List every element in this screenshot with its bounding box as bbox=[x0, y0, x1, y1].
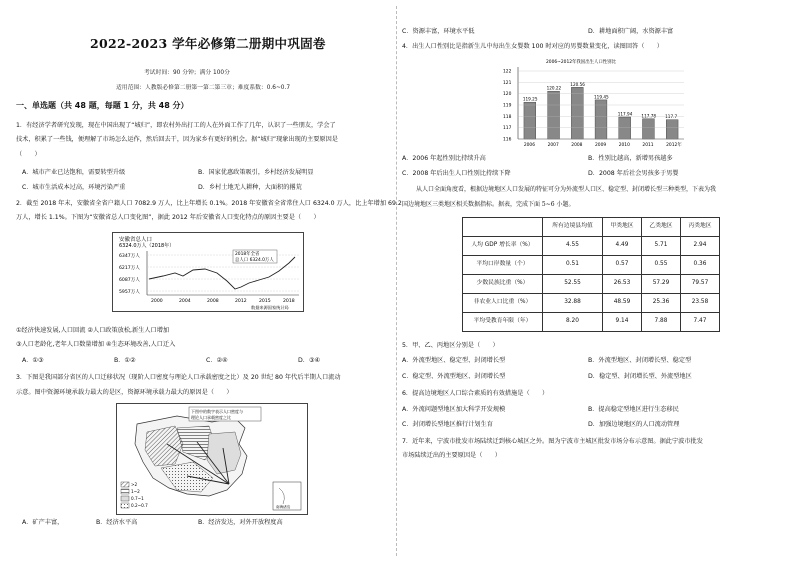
x-tick-group bbox=[524, 141, 682, 148]
table-header-cell: 甲类地区 bbox=[603, 218, 642, 237]
q3-option-a[interactable]: A．矿产丰富， bbox=[22, 519, 64, 526]
q4-option-d[interactable]: D．2008 年后社会男孩多于男婴 bbox=[588, 170, 679, 177]
q2-option-a[interactable]: A．①③ bbox=[22, 357, 44, 364]
table-cell: 2.94 bbox=[681, 237, 720, 256]
x-tick-label: 2006 bbox=[523, 143, 536, 148]
migration-map-svg bbox=[117, 404, 307, 514]
table-row bbox=[463, 256, 720, 275]
x-tick-label: 2010 bbox=[618, 143, 630, 148]
y-tick-label: 121 bbox=[503, 80, 512, 86]
y-tick-label: 117 bbox=[503, 126, 512, 132]
bar-value-label: 119.25 bbox=[522, 96, 538, 102]
q2-statements-line1: ①经济快速发展,人口回流 ②人口政策放松,新生人口增加 bbox=[16, 327, 170, 334]
table-cell: 4.49 bbox=[603, 237, 642, 256]
table-cell: 52.55 bbox=[543, 275, 603, 294]
map-note-line2: 理论人口承载密度之比 bbox=[191, 415, 231, 420]
sex-ratio-svg bbox=[500, 57, 688, 149]
bar-2006 bbox=[524, 102, 536, 139]
q5-option-a[interactable]: A．外流型地区、稳定型、封闭增长型 bbox=[402, 357, 506, 364]
table-cell: 非农业人口比重（%） bbox=[463, 294, 543, 313]
chart-callout-line2: 总人口 6324.0万人 bbox=[235, 258, 274, 263]
q2-option-c[interactable]: C．②④ bbox=[206, 357, 228, 364]
table-cell: 0.36 bbox=[681, 256, 720, 275]
q4-option-a[interactable]: A．2006 年起性别比持续升高 bbox=[402, 155, 486, 162]
table-cell: 4.55 bbox=[543, 237, 603, 256]
bar-2007 bbox=[548, 91, 560, 139]
table-cell: 26.53 bbox=[603, 275, 642, 294]
table-header-cell: 所有边境县均值 bbox=[543, 218, 603, 237]
right-column bbox=[402, 0, 782, 562]
y-tick: 6087万人 bbox=[119, 278, 140, 283]
table-cell: 25.36 bbox=[642, 294, 681, 313]
table-cell: 7.47 bbox=[681, 313, 720, 332]
anhui-population-svg bbox=[113, 233, 303, 311]
table-cell: 7.88 bbox=[642, 313, 681, 332]
table-cell: 57.29 bbox=[642, 275, 681, 294]
table-header-cell: 乙类地区 bbox=[642, 218, 681, 237]
chart-source: 数据来源国家统计局 bbox=[251, 305, 289, 310]
bar-value-label: 119.45 bbox=[594, 94, 609, 100]
chart-title: 安徽省总人口 bbox=[119, 237, 153, 243]
column-divider bbox=[396, 6, 397, 556]
table-cell: 少数民族比重（%） bbox=[463, 275, 543, 294]
y-tick: 6217万人 bbox=[119, 266, 140, 271]
q7-line1: 7．近年来，宁波市批发市场陆续迁到核心城区之外。图为宁波市主城区批发市场分布示意图。据此宁波市批发 bbox=[402, 438, 703, 445]
table-cell: 5.71 bbox=[642, 237, 681, 256]
x-tick: 2012 bbox=[235, 299, 247, 304]
q3-option-d[interactable]: D．耕地面积广阔，水资源丰富 bbox=[588, 28, 674, 35]
q1-option-c[interactable]: C．城市生活成本过高，环境污染严重 bbox=[22, 184, 126, 191]
y-tick-label: 118 bbox=[503, 114, 512, 120]
q3-option-a-tail: B．经济水平高 bbox=[96, 519, 138, 526]
q1-option-d[interactable]: D．乡村土地无人耕种，大面积的撂荒 bbox=[198, 184, 302, 191]
table-cell: 9.14 bbox=[603, 313, 642, 332]
q3-line2: 示意。图中资源环境承载力最大的是区，资源环境承载力最大的原因是（ ） bbox=[16, 389, 233, 396]
q2-option-d[interactable]: D．③④ bbox=[298, 357, 321, 364]
bar-value-label: 120.22 bbox=[546, 85, 562, 91]
legend-label: 0.7~1 bbox=[131, 496, 144, 501]
table-cell: 0.55 bbox=[642, 256, 681, 275]
q1-line1: 1．有经济学者研究发现，现在中国出现了“城归”，即农村外出打工的人在外面工作了几年，认识了一些朋友，学会了 bbox=[16, 122, 336, 129]
intro-line1: 从人口全面角度看，根据边境地区人口发展的特征可分为外流型人口区、稳定型、封闭增长型三种类型，下表为我 bbox=[416, 186, 717, 193]
x-tick: 2015 bbox=[259, 299, 271, 304]
bar-2012年 bbox=[666, 120, 678, 139]
bar-2008 bbox=[571, 87, 583, 139]
table-cell: 0.57 bbox=[603, 256, 642, 275]
q6-option-a[interactable]: A．外流问题型地区加大科学开发规模 bbox=[402, 406, 506, 413]
q6-option-d[interactable]: D．加强边境地区的人口流动管理 bbox=[588, 421, 680, 428]
table-cell: 8.20 bbox=[543, 313, 603, 332]
border-region-table bbox=[462, 217, 720, 332]
q5-option-c[interactable]: C．稳定型、外流型地区、封闭增长型 bbox=[402, 373, 506, 380]
sex-ratio-chart bbox=[500, 57, 688, 149]
bar-2009 bbox=[595, 100, 607, 139]
q3-line1: 3．下图是我国部分省区的人口迁移状况（现阶人口密度与理论人口承载密度之比）及 20 世纪 80 年代后半期人口流动 bbox=[16, 374, 341, 381]
q3-option-c[interactable]: C．资源丰富，环境水平低 bbox=[402, 28, 475, 35]
q1-line2: 技术，积累了一些钱，便理解了市场怎么运作，然后回去干，因为家乡有更好的机会。据“城归”现象出现的主要原因是 bbox=[16, 136, 338, 143]
table-cell: 32.88 bbox=[543, 294, 603, 313]
left-column bbox=[16, 0, 402, 562]
exam-title: 2022-2023 学年必修第二册期中巩固卷 bbox=[90, 36, 326, 51]
x-tick: 2008 bbox=[207, 299, 219, 304]
q2-line1: 2．截至 2018 年末，安徽省全省户籍人口 7082.9 万人，比上年增长 0.1%。2018 年安徽省全省常住人口 6324.0 万人，比上年增加 69.2 bbox=[16, 200, 402, 207]
legend-label: 0.2~0.7 bbox=[131, 503, 148, 508]
x-tick: 2018 bbox=[283, 299, 295, 304]
y-tick: 5957万人 bbox=[119, 290, 140, 295]
y-tick-label: 119 bbox=[503, 103, 512, 109]
q1-option-a[interactable]: A．城市产业已达饱和，需要转型升级 bbox=[22, 169, 126, 176]
chart-title: 2006~2012年我国出生人口性别比 bbox=[546, 60, 616, 65]
q6-line1: 6．提高边境地区人口综合素质的有效措施是（ ） bbox=[402, 390, 549, 397]
table-cell: 人均 GDP 增长率（%） bbox=[463, 237, 543, 256]
q5-line1: 5．甲、乙、丙地区分别是（ ） bbox=[402, 342, 499, 349]
q4-line1: 4．出生人口性别比是指新生儿中每出生女婴数 100 时对应的男婴数量变化，读图回答（ ） bbox=[402, 43, 663, 50]
legend-swatch bbox=[121, 496, 129, 501]
x-tick: 2000 bbox=[151, 299, 163, 304]
q1-line3: （ ） bbox=[16, 151, 41, 158]
q6-option-b[interactable]: B．提高稳定型地区进行生态移民 bbox=[588, 406, 679, 413]
legend-label: 1~2 bbox=[131, 489, 140, 494]
x-tick-label: 2007 bbox=[547, 143, 559, 148]
x-tick-label: 2012年 bbox=[666, 143, 682, 148]
bar-2010 bbox=[619, 117, 631, 139]
table-cell: 平均受教育年限（年） bbox=[463, 313, 543, 332]
table-row bbox=[463, 313, 720, 332]
x-tick: 2004 bbox=[179, 299, 191, 304]
q5-option-b[interactable]: B．外流型地区、封闭增长型、稳定型 bbox=[588, 357, 692, 364]
inset-caption: 南海诸岛 bbox=[276, 505, 291, 509]
y-tick-label: 120 bbox=[503, 92, 512, 98]
table-cell: 48.59 bbox=[603, 294, 642, 313]
legend-label: >2 bbox=[131, 482, 138, 487]
table-header-row bbox=[463, 218, 720, 237]
y-tick: 6347万人 bbox=[119, 254, 140, 259]
q7-line2: 市场陆续迁出的主要原因是（ ） bbox=[402, 452, 501, 459]
table-cell: 23.58 bbox=[681, 294, 720, 313]
q6-option-c[interactable]: C．封闭增长型地区推行计划生育 bbox=[402, 421, 493, 428]
table-header-cell: 丙类地区 bbox=[681, 218, 720, 237]
table-cell: 79.57 bbox=[681, 275, 720, 294]
table-cell: 0.51 bbox=[543, 256, 603, 275]
exam-info: 考试时间：90 分钟；满分 100分 bbox=[144, 70, 230, 76]
q1-option-b[interactable]: B．国家优惠政策吸引，乡村经济发展明显 bbox=[198, 169, 314, 176]
q2-line2: 万人，增长 1.1%。下图为“安徽省总人口变化图”，据此 2012 年后安徽省人口变化特点的原因主要是（ ） bbox=[16, 214, 320, 221]
table-row bbox=[463, 237, 720, 256]
intro-line2: 国边境地区三类地区相关数据指标。据表，完成下面 5~6 小题。 bbox=[402, 201, 575, 208]
legend-swatch bbox=[121, 503, 129, 508]
x-tick-label: 2009 bbox=[595, 143, 607, 148]
legend-swatch bbox=[121, 489, 129, 494]
legend-swatch bbox=[121, 482, 129, 487]
map-note-line1: 下图中的数字表示人口密度与 bbox=[191, 409, 243, 414]
anhui-population-chart bbox=[112, 232, 304, 312]
section1-heading: 一、单选题（共 48 题，每题 1 分，共 48 分） bbox=[16, 101, 189, 110]
q2-statements-line2: ③人口老龄化,老年人口数量增加 ④生态环境改善,人口迁入 bbox=[16, 341, 176, 348]
q3-option-b[interactable]: B．经济发达，对外开放程度高 bbox=[198, 519, 283, 526]
exam-scope: 适用范围：人教版必修第二册第一第二第三章；难度系数：0.6~0.7 bbox=[116, 85, 291, 91]
migration-map bbox=[116, 403, 308, 515]
bar-value-label: 117.7 bbox=[665, 114, 678, 120]
q2-option-b[interactable]: B．①② bbox=[114, 357, 136, 364]
x-tick-label: 2008 bbox=[571, 143, 583, 148]
q4-option-b[interactable]: B．性别比越高，新增男孩越多 bbox=[588, 155, 673, 162]
bar-value-label: 117.94 bbox=[617, 111, 633, 117]
q4-option-c[interactable]: C．2008 年后出生人口性别比持续下降 bbox=[402, 170, 511, 177]
table-row bbox=[463, 294, 720, 313]
chart-subtitle: 6324.0万人（2018年） bbox=[119, 243, 175, 249]
bar-value-label: 117.78 bbox=[641, 113, 657, 119]
table-cell: 平均口岸数量（个） bbox=[463, 256, 543, 275]
q5-option-d[interactable]: D．稳定型、封闭增长型、外流型地区 bbox=[588, 373, 692, 380]
table-header-cell bbox=[463, 218, 543, 237]
y-tick-label: 122 bbox=[503, 69, 512, 75]
table-row bbox=[463, 275, 720, 294]
bar-value-label: 120.56 bbox=[570, 81, 585, 87]
bar-group bbox=[523, 82, 678, 139]
bar-2011 bbox=[643, 119, 655, 139]
y-tick-label: 116 bbox=[503, 137, 512, 143]
x-tick-label: 2011 bbox=[642, 143, 654, 148]
chart-callout-line1: 2018年全省 bbox=[235, 252, 260, 257]
